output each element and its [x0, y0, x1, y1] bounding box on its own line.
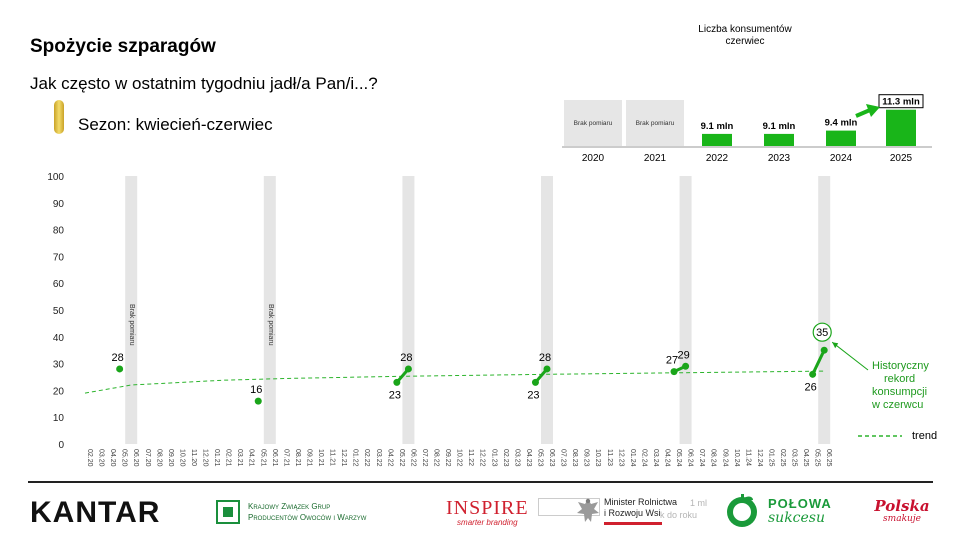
- x-tick-label: 10.22: [455, 449, 463, 467]
- gap-band: [538, 176, 553, 444]
- x-tick-label: 02.23: [501, 449, 509, 467]
- data-point: [532, 379, 539, 386]
- polowa-name: POŁOWA: [768, 496, 832, 511]
- x-tick-label: 04.22: [386, 449, 394, 467]
- kzg-text: [248, 501, 366, 523]
- y-tick-label: 40: [52, 332, 64, 344]
- x-tick-label: 10.23: [594, 449, 602, 467]
- population-bar: [826, 131, 856, 146]
- ministry-text: [604, 497, 677, 519]
- kzg-icon: [216, 500, 240, 524]
- x-tick-label: 11.24: [744, 449, 752, 466]
- x-tick-label: 06.21: [270, 449, 278, 467]
- polska-smakuje-logo: [872, 498, 932, 524]
- polowa-apple-icon: [724, 494, 760, 528]
- x-tick-label: 07.24: [698, 449, 706, 467]
- data-point: [821, 347, 828, 354]
- x-tick-label: 01.24: [628, 449, 636, 467]
- population-year-label: 2024: [829, 153, 853, 164]
- y-tick-label: 30: [52, 359, 64, 371]
- x-tick-label: 03.22: [374, 449, 382, 467]
- legend-trend-label: trend: [912, 430, 938, 442]
- population-panel-subtitle: czerwiec: [725, 36, 765, 47]
- population-bar-label: 9.1 mln: [762, 120, 796, 132]
- x-tick-label: 12.24: [755, 449, 763, 467]
- population-bar: [764, 134, 794, 146]
- x-tick-label: 05.20: [120, 449, 128, 467]
- x-tick-label: 05.21: [259, 449, 267, 467]
- annotation-arrowhead: [832, 342, 838, 348]
- x-tick-label: 03.20: [97, 449, 105, 467]
- ministry-ghost-line-1: 1 ml: [690, 498, 708, 508]
- x-tick-label: 11.20: [189, 449, 197, 466]
- gap-band: [402, 176, 414, 444]
- x-tick-label: 08.20: [155, 449, 163, 467]
- y-tick-label: 50: [52, 306, 64, 317]
- inspire-name: INSPIRE: [446, 497, 529, 519]
- data-point: [405, 365, 412, 372]
- x-tick-label: 02.22: [363, 449, 371, 467]
- population-year-label: 2022: [705, 153, 729, 164]
- annotation-line: Historyczny: [872, 360, 929, 372]
- data-label: 16: [250, 384, 263, 397]
- x-tick-label: 01.22: [351, 449, 359, 467]
- annotation-line: konsumpcji: [872, 386, 928, 398]
- data-label: 29: [677, 349, 690, 362]
- x-tick-label: 03.25: [790, 449, 798, 467]
- x-tick-label: 08.22: [432, 449, 440, 467]
- survey-question: Jak często w ostatnim tygodniu jadł/a Pan/i...?: [30, 74, 378, 93]
- x-tick-label: 11.23: [605, 449, 613, 466]
- x-tick-label: 06.25: [825, 449, 833, 467]
- ministry-red-bar: [604, 522, 662, 525]
- x-tick-label: 04.23: [524, 449, 532, 467]
- polowa-subtitle: sukcesu: [768, 510, 826, 526]
- y-tick-label: 100: [47, 172, 64, 183]
- population-panel-title: Liczba konsumentów: [698, 24, 792, 35]
- x-tick-label: 02.20: [86, 449, 93, 467]
- data-label: 23: [527, 389, 540, 402]
- x-tick-label: 11.21: [328, 449, 336, 466]
- footer-divider: [28, 481, 933, 483]
- x-tick-label: 01.23: [490, 449, 498, 467]
- data-point: [682, 363, 689, 370]
- season-label: Sezon: kwiecień-czerwiec: [78, 115, 273, 134]
- data-label: 27: [665, 354, 679, 367]
- x-tick-label: 07.21: [282, 449, 290, 467]
- x-tick-label: 04.21: [247, 449, 255, 467]
- inspire-logo: [446, 498, 529, 527]
- x-tick-label: 10.21: [317, 449, 324, 467]
- ministry-logo: [538, 494, 714, 530]
- ministry-line-1: Minister Rolnictwa: [604, 497, 678, 507]
- population-year-label: 2020: [581, 153, 605, 164]
- data-point: [671, 368, 678, 375]
- x-tick-label: 02.25: [779, 449, 786, 467]
- x-tick-label: 10.24: [732, 449, 740, 467]
- data-label: 35: [816, 327, 829, 340]
- x-tick-label: 03.24: [651, 449, 659, 467]
- x-tick-label: 04.25: [802, 449, 810, 467]
- data-point: [393, 379, 400, 386]
- x-tick-label: 09.23: [582, 449, 590, 467]
- x-tick-label: 07.20: [143, 449, 151, 467]
- trend-line: [85, 371, 824, 393]
- polska-subtitle: smakuje: [883, 514, 921, 524]
- population-bar-label: Brak pomiaru: [573, 120, 613, 127]
- population-year-label: 2023: [767, 153, 791, 164]
- y-tick-label: 70: [52, 252, 64, 264]
- x-tick-label: 06.22: [409, 449, 417, 467]
- x-tick-label: 11.22: [467, 449, 475, 466]
- y-tick-label: 20: [52, 386, 64, 398]
- y-tick-label: 0: [58, 440, 64, 451]
- data-label: 28: [400, 351, 413, 364]
- data-point: [255, 398, 262, 405]
- population-bar-label: Brak pomiaru: [635, 120, 675, 127]
- data-label: 28: [538, 351, 552, 364]
- y-tick-label: 80: [52, 225, 64, 237]
- x-tick-label: 12.23: [617, 449, 625, 467]
- ministry-ghost-line-2: k do roku: [660, 510, 698, 520]
- data-label: 26: [804, 381, 817, 394]
- gap-label: Brak pomiaru: [266, 304, 274, 346]
- gap-band: [680, 176, 692, 444]
- eagle-emblem-icon: [574, 496, 602, 526]
- population-bar-label: 9.4 mln: [824, 117, 858, 129]
- annotation-line: rekord: [884, 373, 916, 385]
- x-tick-label: 12.20: [201, 449, 209, 467]
- x-tick-label: 09.24: [721, 449, 729, 467]
- x-tick-label: 03.23: [513, 449, 521, 467]
- x-tick-label: 01.21: [213, 449, 221, 467]
- x-tick-label: 08.24: [709, 449, 717, 467]
- y-tick-label: 10: [52, 413, 64, 425]
- gap-label: Brak pomiaru: [128, 304, 136, 346]
- x-tick-label: 05.25: [813, 449, 821, 467]
- x-tick-label: 10.20: [178, 449, 186, 467]
- growth-arrow: [856, 110, 870, 116]
- x-tick-label: 05.23: [536, 449, 544, 467]
- x-tick-label: 04.20: [109, 449, 117, 467]
- x-tick-label: 03.21: [236, 449, 244, 467]
- population-year-label: 2025: [889, 153, 913, 164]
- population-bar-label: 9.1 mln: [700, 120, 734, 132]
- x-tick-label: 09.22: [444, 449, 452, 467]
- data-label: 23: [388, 389, 401, 402]
- ministry-line-2: i Rozwoju Wsi: [604, 508, 661, 518]
- annotation-arrow: [832, 342, 868, 370]
- population-bar: [702, 134, 732, 146]
- x-tick-label: 09.20: [166, 449, 174, 467]
- kantar-logo: KANTAR: [30, 496, 161, 529]
- x-tick-label: 01.25: [767, 449, 775, 467]
- population-bar: [886, 110, 916, 146]
- annotation-text: [871, 360, 929, 411]
- x-tick-label: 06.24: [686, 449, 694, 467]
- inspire-tagline: smarter branding: [457, 518, 518, 527]
- y-tick-label: 90: [52, 198, 64, 210]
- kzg-line-2: Producentów Owoców i Warzyw: [248, 513, 367, 522]
- annotation-line: w czerwcu: [872, 399, 924, 411]
- data-point: [809, 371, 816, 378]
- x-tick-label: 09.21: [305, 449, 313, 467]
- x-tick-label: 12.21: [340, 449, 348, 467]
- x-tick-label: 02.21: [224, 449, 232, 467]
- data-label: 28: [111, 351, 124, 364]
- data-point: [116, 365, 123, 372]
- x-tick-label: 07.23: [559, 449, 567, 467]
- x-tick-label: 06.20: [132, 449, 140, 467]
- x-tick-label: 08.23: [571, 449, 579, 467]
- x-tick-label: 12.22: [478, 449, 486, 467]
- population-bar-label: 11.3 mln: [882, 96, 920, 108]
- x-tick-label: 06.23: [548, 449, 555, 467]
- polowa-sukcesu-logo: [724, 494, 832, 528]
- population-year-label: 2021: [643, 153, 667, 164]
- x-tick-label: 02.24: [640, 449, 648, 467]
- page-title: Spożycie szparagów: [30, 36, 216, 57]
- polska-name: Polska: [874, 497, 930, 515]
- gap-band: [818, 176, 830, 444]
- x-tick-label: 04.24: [663, 449, 671, 467]
- data-point: [544, 365, 551, 372]
- y-tick-label: 60: [52, 279, 64, 291]
- kzg-logo: [216, 500, 386, 528]
- kzg-line-1: Krajowy Związek Grup: [248, 502, 331, 511]
- x-tick-label: 07.22: [420, 449, 428, 467]
- x-tick-label: 08.21: [293, 449, 301, 467]
- x-tick-label: 05.24: [675, 449, 683, 467]
- x-tick-label: 05.22: [397, 449, 405, 467]
